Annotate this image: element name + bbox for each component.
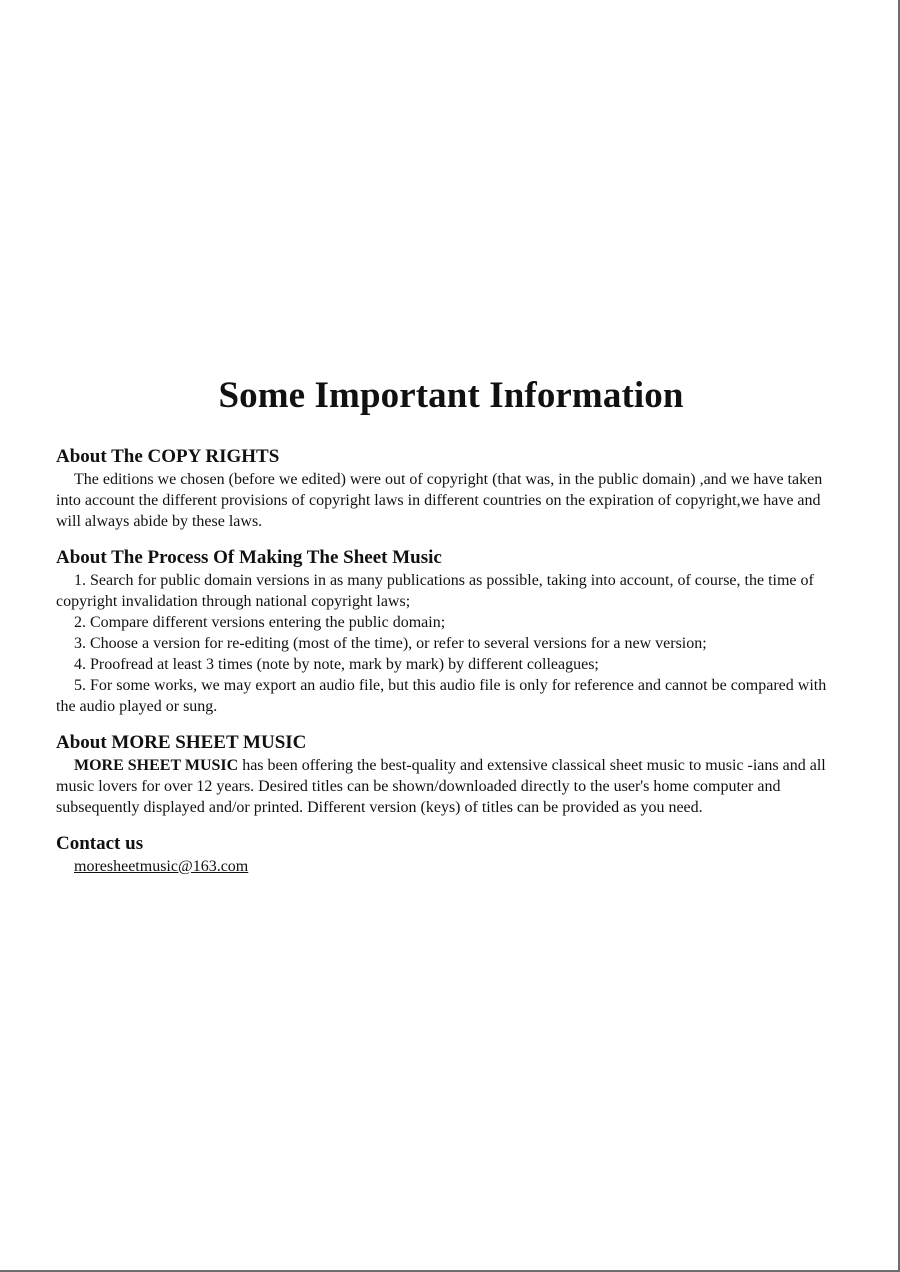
page-title: Some Important Information (218, 375, 684, 416)
process-heading: About The Process Of Making The Sheet Music (56, 547, 442, 568)
contact-line (56, 856, 846, 878)
copyright-paragraph: The editions we chosen (before we edited) were out of copyright (that was, in the public domain) ,and we have taken into account the different provisions of copyright laws in different countries on the expiration of copyright,we have and will always abide by these laws. (56, 471, 823, 530)
copyright-heading: About The COPY RIGHTS (56, 446, 280, 467)
copyright-section (56, 445, 846, 532)
contact-email-link[interactable]: moresheetmusic@163.com (74, 858, 249, 875)
more-sheet-music-paragraph (56, 755, 846, 818)
brand-name: MORE SHEET MUSIC (74, 757, 239, 774)
process-section (56, 546, 846, 717)
contact-section (56, 832, 846, 878)
contact-heading: Contact us (56, 833, 144, 854)
page-content (56, 373, 846, 892)
process-step-2: 2. Compare different versions entering the public domain; (74, 614, 446, 631)
more-sheet-music-body: has been offering the best-quality and extensive classical sheet music to music -ians and all music lovers for over 12 years. Desired titles can be shown/downloaded directly to the user's home computer and subsequently displayed and/or printed. Different version (keys) of titles can be provided as you need. (56, 757, 826, 816)
more-sheet-music-section (56, 731, 846, 818)
process-steps-list (56, 570, 846, 717)
process-step-5: 5. For some works, we may export an audio file, but this audio file is only for reference and cannot be compared with the audio played or sung. (56, 677, 827, 715)
process-step-1: 1. Search for public domain versions in as many publications as possible, taking into account, of course, the time of copyright invalidation through national copyright laws; (56, 572, 814, 610)
process-step-4: 4. Proofread at least 3 times (note by note, mark by mark) by different colleagues; (74, 656, 599, 673)
more-sheet-music-heading: About MORE SHEET MUSIC (56, 732, 307, 753)
process-step-3: 3. Choose a version for re-editing (most of the time), or refer to several versions for a new version; (74, 635, 707, 652)
